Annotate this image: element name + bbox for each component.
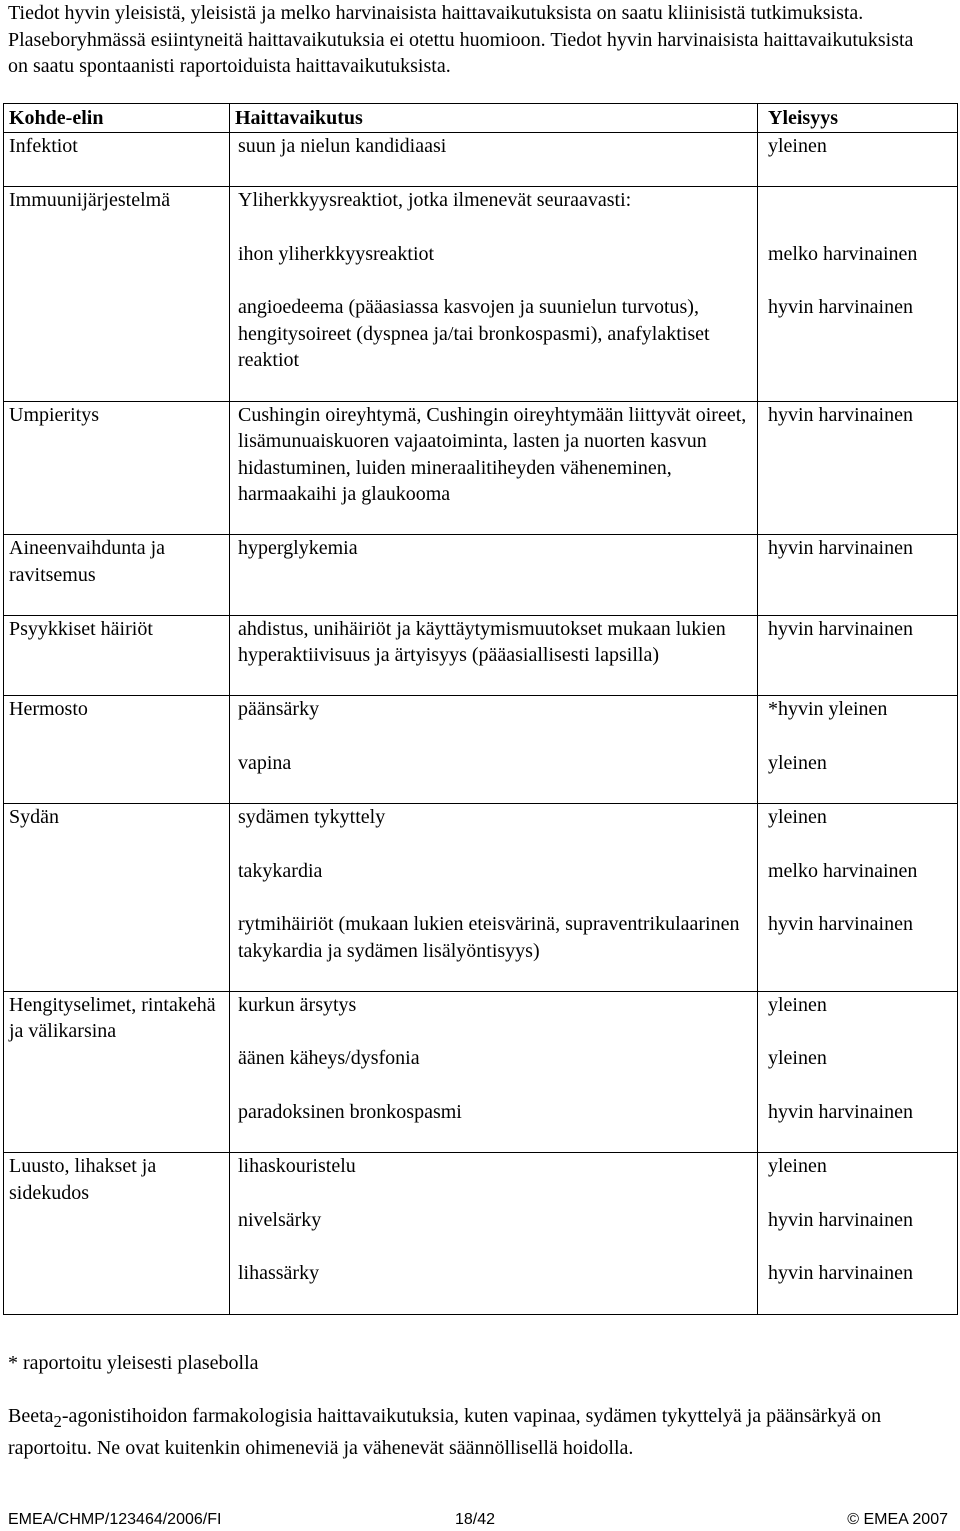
frequency-text: hyvin harvinainen <box>768 1262 913 1284</box>
table-row <box>4 187 958 402</box>
frequency-text: hyvin harvinainen <box>768 1208 913 1231</box>
effect-text: päänsärky <box>238 698 320 720</box>
effect-text: äänen käheys/dysfonia <box>238 1047 420 1069</box>
frequency-text: yleinen <box>768 806 827 828</box>
closing-subscript: 2 <box>53 1412 62 1431</box>
frequency-text: melko harvinainen <box>768 242 918 265</box>
organ-cell <box>4 804 230 992</box>
organ-label: Luusto, lihakset ja sidekudos <box>9 1155 157 1204</box>
closing-paragraph <box>8 1403 948 1462</box>
frequency-text: hyvin harvinainen <box>768 537 913 559</box>
table-row <box>4 1153 958 1315</box>
organ-cell <box>4 535 230 616</box>
effect-text: nivelsärky <box>238 1208 322 1231</box>
effect-text: ahdistus, unihäiriöt ja käyttäytymismuutokset mukaan lukien hyperaktiivisuus ja ärtyisyys (pääasiallisesti lapsilla) <box>238 617 726 666</box>
organ-cell <box>4 696 230 804</box>
frequency-text: hyvin harvinainen <box>768 913 913 935</box>
intro-paragraph: Tiedot hyvin yleisistä, yleisistä ja melko harvinaisista haittavaikutuksista on saatu kliinisistä tutkimuksista. Plaseboryhmässä esiintyneitä haittavaikutuksia ei otettu huomioon. Tiedot hyvin harvinaisista haittavaikutuksista on saatu spontaanisti raportoiduista haittavaikutuksista. <box>8 2 914 77</box>
frequency-cell <box>758 401 958 535</box>
effect-text: lihaskouristelu <box>238 1155 356 1177</box>
footer-doc-ref: EMEA/CHMP/123464/2006/FI <box>8 1511 222 1528</box>
effect-text: takykardia <box>238 859 323 882</box>
frequency-text: hyvin harvinainen <box>768 296 913 318</box>
effect-text: hyperglykemia <box>238 537 358 559</box>
organ-label: Immuunijärjestelmä <box>9 189 171 211</box>
frequency-text: yleinen <box>768 1047 827 1069</box>
frequency-text: yleinen <box>768 751 827 774</box>
page-footer <box>0 1511 960 1531</box>
organ-cell <box>4 132 230 187</box>
header-organ: Kohde-elin <box>4 104 230 133</box>
effect-cell <box>230 615 758 696</box>
frequency-cell <box>758 804 958 992</box>
frequency-cell <box>758 1153 958 1315</box>
organ-label: Sydän <box>9 806 59 828</box>
organ-label: Hermosto <box>9 698 88 720</box>
frequency-cell <box>758 132 958 187</box>
frequency-cell <box>758 696 958 804</box>
frequency-text: yleinen <box>768 1155 827 1177</box>
organ-cell <box>4 991 230 1153</box>
effect-cell <box>230 535 758 616</box>
frequency-text: yleinen <box>768 134 827 157</box>
effect-cell <box>230 187 758 402</box>
frequency-cell <box>758 615 958 696</box>
effect-cell <box>230 132 758 187</box>
effect-cell <box>230 991 758 1153</box>
footer-copyright: © EMEA 2007 <box>847 1511 948 1528</box>
effect-text: Cushingin oireyhtymä, Cushingin oireyhtymään liittyvät oireet, lisämunuaiskuoren vajaatoiminta, lasten ja nuorten kasvun hidastuminen, luiden mineraalitiheyden väheneminen, harmaakaihi ja glaukooma <box>238 403 747 505</box>
effect-text: lihassärky <box>238 1262 320 1284</box>
effect-text: kurkun ärsytys <box>238 993 357 1016</box>
closing-text-end: -agonistihoidon farmakologisia haittavaikutuksia, kuten vapinaa, sydämen tykyttelyä ja päänsärkyä on raportoitu. Ne ovat kuitenkin ohimeneviä ja vähenevät säännöllisellä hoidolla. <box>8 1405 882 1459</box>
table-row <box>4 401 958 535</box>
frequency-cell <box>758 991 958 1153</box>
organ-cell <box>4 401 230 535</box>
effect-text: sydämen tykyttely <box>238 806 386 828</box>
frequency-cell <box>758 187 958 402</box>
header-effect: Haittavaikutus <box>230 104 758 133</box>
footnote: * raportoitu yleisesti plasebolla <box>8 1352 259 1374</box>
organ-label: Psyykkiset häiriöt <box>9 617 153 640</box>
effect-text: vapina <box>238 751 292 774</box>
effect-text: suun ja nielun kandidiaasi <box>238 134 447 157</box>
effect-text: paradoksinen bronkospasmi <box>238 1100 462 1123</box>
closing-text-start: Beeta <box>8 1405 54 1427</box>
frequency-text: hyvin harvinainen <box>768 403 913 426</box>
adverse-effects-table <box>3 103 958 1315</box>
effect-text: ihon yliherkkyysreaktiot <box>238 242 435 265</box>
table-header <box>4 104 958 133</box>
effect-cell <box>230 804 758 992</box>
effect-cell <box>230 1153 758 1315</box>
footer-page-number: 18/42 <box>455 1511 496 1528</box>
effect-text: angioedeema (pääasiassa kasvojen ja suunielun turvotus), hengitysoireet (dyspnea ja/tai bronkospasmi), anafylaktiset reaktiot <box>238 296 710 371</box>
frequency-text: hyvin harvinainen <box>768 617 913 640</box>
effect-cell <box>230 401 758 535</box>
effect-cell <box>230 696 758 804</box>
organ-cell <box>4 1153 230 1315</box>
organ-cell <box>4 187 230 402</box>
organ-label: Hengityselimet, rintakehä ja välikarsina <box>9 993 216 1042</box>
table-row <box>4 535 958 616</box>
header-frequency: Yleisyys <box>758 104 958 133</box>
frequency-text: yleinen <box>768 993 827 1016</box>
frequency-text: hyvin harvinainen <box>768 1100 913 1123</box>
frequency-text <box>768 187 953 214</box>
organ-label: Infektiot <box>9 134 78 157</box>
table-row <box>4 804 958 992</box>
effect-text: rytmihäiriöt (mukaan lukien eteisvärinä, supraventrikulaarinen takykardia ja sydämen lisälyöntisyys) <box>238 913 740 962</box>
frequency-text: melko harvinainen <box>768 859 918 882</box>
organ-cell <box>4 615 230 696</box>
organ-label: Aineenvaihdunta ja ravitsemus <box>9 537 166 586</box>
effect-text: Yliherkkyysreaktiot, jotka ilmenevät seuraavasti: <box>238 189 632 211</box>
table-row <box>4 132 958 187</box>
table-body <box>4 132 958 1314</box>
table-row <box>4 991 958 1153</box>
organ-label: Umpieritys <box>9 403 99 426</box>
frequency-cell <box>758 535 958 616</box>
table-row <box>4 615 958 696</box>
frequency-text: *hyvin yleinen <box>768 698 888 720</box>
table-row <box>4 696 958 804</box>
